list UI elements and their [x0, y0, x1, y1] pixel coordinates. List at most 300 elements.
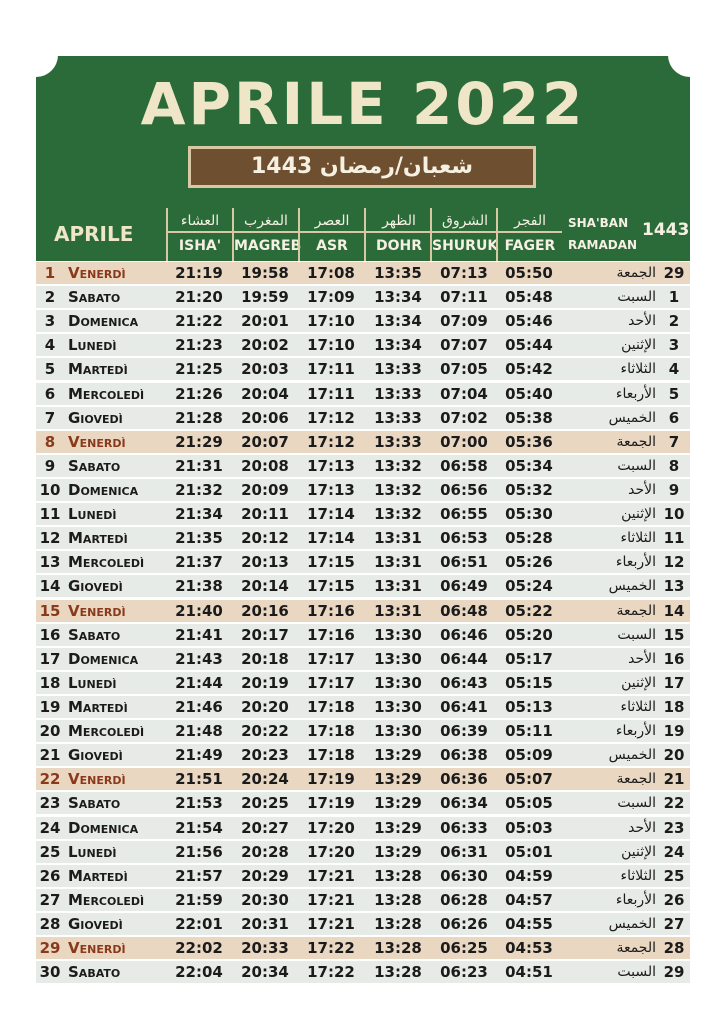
dohr-time: 13:30: [374, 649, 422, 668]
weekday-name: Giovedì: [68, 746, 123, 765]
isha-time: 21:37: [175, 553, 223, 572]
asr-header: العصر ASR: [298, 208, 364, 261]
shuruk-time: 06:56: [440, 480, 488, 499]
shuruk-time: 07:05: [440, 360, 488, 379]
asr-time: 17:20: [307, 818, 355, 837]
day-number: 9: [44, 456, 56, 475]
magreb-time: 20:13: [241, 553, 289, 572]
isha-time: 21:51: [175, 770, 223, 789]
weekday-arabic: الجمعة: [616, 602, 656, 619]
table-row: [36, 672, 690, 694]
hijri-day-number: 11: [663, 529, 685, 548]
weekday-name: Sabato: [68, 288, 121, 307]
weekday-name: Sabato: [68, 963, 121, 982]
table-header: [36, 208, 690, 261]
magreb-time: 20:31: [241, 914, 289, 933]
weekday-name: Martedì: [68, 866, 128, 885]
weekday-arabic: الخميس: [608, 409, 656, 426]
hijri-day-number: 29: [663, 963, 685, 982]
asr-time: 17:17: [307, 649, 355, 668]
weekday-name: Venerdì: [68, 770, 126, 789]
asr-time: 17:18: [307, 697, 355, 716]
weekday-name: Lunedì: [68, 842, 117, 861]
table-row: [36, 479, 690, 501]
hijri-day-number: 15: [663, 625, 685, 644]
table-row: [36, 431, 690, 453]
weekday-name: Domenica: [68, 312, 139, 331]
table-row: [36, 575, 690, 597]
weekday-name: Mercoledì: [68, 553, 145, 572]
asr-time: 17:15: [307, 577, 355, 596]
dohr-time: 13:29: [374, 818, 422, 837]
isha-time: 21:20: [175, 288, 223, 307]
weekday-name: Giovedì: [68, 577, 123, 596]
fager-time: 05:11: [505, 722, 553, 741]
magreb-time: 20:19: [241, 673, 289, 692]
day-number: 7: [44, 408, 56, 427]
magreb-time: 20:07: [241, 432, 289, 451]
weekday-arabic: الإثنين: [621, 843, 656, 860]
hijri-day-number: 6: [668, 408, 680, 427]
asr-time: 17:11: [307, 384, 355, 403]
day-number: 19: [39, 697, 61, 716]
asr-time: 17:12: [307, 432, 355, 451]
shuruk-time: 06:39: [440, 722, 488, 741]
weekday-arabic: الإثنين: [621, 337, 656, 354]
fager-time: 05:13: [505, 697, 553, 716]
asr-time: 17:11: [307, 360, 355, 379]
magreb-time: 20:22: [241, 722, 289, 741]
fager-time: 05:46: [505, 312, 553, 331]
table-row: [36, 720, 690, 742]
table-row: [36, 696, 690, 718]
weekday-name: Domenica: [68, 649, 139, 668]
isha-time: 21:53: [175, 794, 223, 813]
hijri-months-banner: 1443 شعبان/رمضان: [188, 146, 536, 188]
hijri-day-number: 4: [668, 360, 680, 379]
dohr-time: 13:31: [374, 577, 422, 596]
isha-header: العشاء ISHA': [166, 208, 232, 261]
magreb-time: 20:25: [241, 794, 289, 813]
weekday-arabic: السبت: [617, 289, 656, 306]
magreb-time: 20:09: [241, 480, 289, 499]
weekday-arabic: الأربعاء: [615, 891, 656, 908]
fager-time: 04:53: [505, 939, 553, 958]
table-row: [36, 841, 690, 863]
dohr-time: 13:34: [374, 336, 422, 355]
weekday-name: Sabato: [68, 794, 121, 813]
shuruk-time: 06:25: [440, 939, 488, 958]
dohr-time: 13:31: [374, 553, 422, 572]
weekday-name: Martedì: [68, 697, 128, 716]
hijri-day-number: 5: [668, 384, 680, 403]
magreb-time: 20:24: [241, 770, 289, 789]
magreb-time: 20:30: [241, 890, 289, 909]
fager-time: 05:44: [505, 336, 553, 355]
fager-time: 04:51: [505, 963, 553, 982]
shuruk-time: 07:09: [440, 312, 488, 331]
day-number: 26: [39, 866, 61, 885]
day-number: 29: [39, 939, 61, 958]
magreb-time: 20:27: [241, 818, 289, 837]
fager-time: 05:24: [505, 577, 553, 596]
weekday-arabic: الخميس: [608, 747, 656, 764]
fager-time: 05:03: [505, 818, 553, 837]
isha-time: 21:48: [175, 722, 223, 741]
hijri-day-number: 10: [663, 505, 685, 524]
asr-time: 17:12: [307, 408, 355, 427]
table-row: [36, 889, 690, 911]
asr-time: 17:10: [307, 336, 355, 355]
shuruk-time: 07:02: [440, 408, 488, 427]
asr-time: 17:14: [307, 505, 355, 524]
dohr-time: 13:32: [374, 480, 422, 499]
table-row: [36, 310, 690, 332]
day-number: 14: [39, 577, 61, 596]
shuruk-time: 06:53: [440, 529, 488, 548]
table-row: [36, 358, 690, 380]
fager-time: 05:17: [505, 649, 553, 668]
shuruk-time: 06:51: [440, 553, 488, 572]
isha-time: 21:41: [175, 625, 223, 644]
day-number: 11: [39, 505, 61, 524]
shuruk-time: 06:26: [440, 914, 488, 933]
weekday-name: Mercoledì: [68, 722, 145, 741]
magreb-time: 20:20: [241, 697, 289, 716]
fager-time: 05:28: [505, 529, 553, 548]
asr-time: 17:16: [307, 625, 355, 644]
day-number: 3: [44, 312, 56, 331]
dohr-time: 13:32: [374, 505, 422, 524]
asr-time: 17:16: [307, 601, 355, 620]
day-number: 23: [39, 794, 61, 813]
fager-time: 05:42: [505, 360, 553, 379]
isha-time: 21:49: [175, 746, 223, 765]
table-row: [36, 262, 690, 284]
hijri-day-number: 17: [663, 673, 685, 692]
fager-time: 05:01: [505, 842, 553, 861]
asr-time: 17:19: [307, 794, 355, 813]
magreb-time: 19:59: [241, 288, 289, 307]
day-number: 20: [39, 722, 61, 741]
dohr-time: 13:30: [374, 697, 422, 716]
dohr-time: 13:28: [374, 890, 422, 909]
table-row: [36, 600, 690, 622]
table-row: [36, 768, 690, 790]
dohr-time: 13:33: [374, 432, 422, 451]
weekday-name: Domenica: [68, 480, 139, 499]
day-number: 17: [39, 649, 61, 668]
day-number: 2: [44, 288, 56, 307]
weekday-arabic: السبت: [617, 626, 656, 643]
hijri-day-number: 2: [668, 312, 680, 331]
table-row: [36, 383, 690, 405]
fager-header: الفجر FAGER: [496, 208, 562, 261]
calendar-header: [36, 56, 690, 208]
day-number: 1: [44, 264, 56, 282]
isha-time: 21:32: [175, 480, 223, 499]
asr-time: 17:18: [307, 746, 355, 765]
fager-time: 04:55: [505, 914, 553, 933]
isha-time: 21:59: [175, 890, 223, 909]
table-row: [36, 744, 690, 766]
day-number: 16: [39, 625, 61, 644]
day-number: 25: [39, 842, 61, 861]
prayer-times-table: [36, 262, 690, 985]
shuruk-time: 06:44: [440, 649, 488, 668]
table-row: [36, 624, 690, 646]
fager-time: 05:05: [505, 794, 553, 813]
isha-time: 21:34: [175, 505, 223, 524]
magreb-time: 20:01: [241, 312, 289, 331]
magreb-time: 20:18: [241, 649, 289, 668]
magreb-time: 20:28: [241, 842, 289, 861]
weekday-name: Mercoledì: [68, 890, 145, 909]
magreb-time: 20:06: [241, 408, 289, 427]
day-number: 24: [39, 818, 61, 837]
hijri-day-number: 8: [668, 456, 680, 475]
table-row: [36, 527, 690, 549]
weekday-arabic: الجمعة: [616, 265, 656, 281]
dohr-time: 13:29: [374, 746, 422, 765]
day-number: 8: [44, 432, 56, 451]
isha-time: 21:26: [175, 384, 223, 403]
weekday-name: Sabato: [68, 456, 121, 475]
asr-time: 17:10: [307, 312, 355, 331]
weekday-name: Martedì: [68, 360, 128, 379]
weekday-name: Venerdì: [68, 939, 126, 958]
weekday-arabic: الخميس: [608, 915, 656, 932]
magreb-time: 19:58: [241, 264, 289, 282]
fager-time: 05:20: [505, 625, 553, 644]
shuruk-time: 06:30: [440, 866, 488, 885]
table-row: [36, 937, 690, 959]
hijri-year-header: 1443: [642, 220, 690, 240]
magreb-time: 20:02: [241, 336, 289, 355]
weekday-name: Mercoledì: [68, 384, 145, 403]
dohr-time: 13:33: [374, 408, 422, 427]
day-number: 30: [39, 963, 61, 982]
weekday-name: Lunedì: [68, 505, 117, 524]
isha-time: 21:29: [175, 432, 223, 451]
weekday-name: Venerdì: [68, 601, 126, 620]
hijri-day-number: 23: [663, 818, 685, 837]
magreb-time: 20:11: [241, 505, 289, 524]
dohr-time: 13:34: [374, 288, 422, 307]
shuruk-time: 06:41: [440, 697, 488, 716]
hijri-day-number: 16: [663, 649, 685, 668]
shuruk-time: 06:23: [440, 963, 488, 982]
magreb-time: 20:12: [241, 529, 289, 548]
table-row: [36, 817, 690, 839]
fager-time: 05:09: [505, 746, 553, 765]
hijri-day-number: 26: [663, 890, 685, 909]
weekday-arabic: الأحد: [628, 819, 656, 836]
isha-time: 22:01: [175, 914, 223, 933]
dohr-time: 13:29: [374, 794, 422, 813]
weekday-arabic: الثلاثاء: [620, 867, 656, 884]
shuruk-time: 06:33: [440, 818, 488, 837]
dohr-time: 13:35: [374, 264, 422, 282]
fager-time: 05:30: [505, 505, 553, 524]
shuruk-time: 06:28: [440, 890, 488, 909]
hijri-day-number: 13: [663, 577, 685, 596]
asr-time: 17:14: [307, 529, 355, 548]
hijri-day-number: 19: [663, 722, 685, 741]
hijri-day-number: 27: [663, 914, 685, 933]
dohr-time: 13:31: [374, 529, 422, 548]
table-row: [36, 455, 690, 477]
weekday-arabic: الأحد: [628, 313, 656, 330]
shuruk-time: 07:07: [440, 336, 488, 355]
shuruk-time: 06:49: [440, 577, 488, 596]
weekday-arabic: الأربعاء: [615, 385, 656, 402]
weekday-arabic: الجمعة: [616, 771, 656, 788]
asr-time: 17:22: [307, 939, 355, 958]
weekday-arabic: السبت: [617, 795, 656, 812]
shuruk-time: 06:43: [440, 673, 488, 692]
weekday-name: Venerdì: [68, 432, 126, 451]
dohr-time: 13:33: [374, 384, 422, 403]
weekday-arabic: الثلاثاء: [620, 698, 656, 715]
magreb-time: 20:29: [241, 866, 289, 885]
isha-time: 21:44: [175, 673, 223, 692]
shuruk-time: 06:34: [440, 794, 488, 813]
weekday-arabic: السبت: [617, 457, 656, 474]
asr-time: 17:22: [307, 963, 355, 982]
hijri-day-number: 22: [663, 794, 685, 813]
weekday-arabic: السبت: [617, 964, 656, 981]
asr-time: 17:21: [307, 914, 355, 933]
isha-time: 21:31: [175, 456, 223, 475]
day-number: 13: [39, 553, 61, 572]
day-number: 15: [39, 601, 61, 620]
fager-time: 05:32: [505, 480, 553, 499]
isha-time: 22:04: [175, 963, 223, 982]
fager-time: 05:22: [505, 601, 553, 620]
asr-time: 17:20: [307, 842, 355, 861]
asr-time: 17:21: [307, 866, 355, 885]
isha-time: 21:43: [175, 649, 223, 668]
magreb-time: 20:14: [241, 577, 289, 596]
fager-time: 05:26: [505, 553, 553, 572]
magreb-time: 20:16: [241, 601, 289, 620]
isha-time: 21:23: [175, 336, 223, 355]
table-row: [36, 913, 690, 935]
isha-time: 21:57: [175, 866, 223, 885]
shuruk-time: 06:46: [440, 625, 488, 644]
hijri-day-number: 1: [668, 288, 680, 307]
dohr-time: 13:28: [374, 963, 422, 982]
table-row: [36, 407, 690, 429]
month-column-header: APRILE: [54, 222, 134, 246]
hijri-day-number: 25: [663, 866, 685, 885]
hijri-months-header: SHA'BAN RAMADAN: [568, 216, 638, 252]
weekday-arabic: الأحد: [628, 650, 656, 667]
hijri-day-number: 7: [668, 432, 680, 451]
isha-time: 21:22: [175, 312, 223, 331]
shuruk-time: 06:38: [440, 746, 488, 765]
weekday-arabic: الأربعاء: [615, 554, 656, 571]
dohr-time: 13:29: [374, 770, 422, 789]
asr-time: 17:18: [307, 722, 355, 741]
table-row: [36, 503, 690, 525]
isha-time: 21:35: [175, 529, 223, 548]
asr-time: 17:17: [307, 673, 355, 692]
shuruk-time: 07:00: [440, 432, 488, 451]
day-number: 27: [39, 890, 61, 909]
weekday-arabic: الأحد: [628, 481, 656, 498]
weekday-arabic: الأربعاء: [615, 723, 656, 740]
fager-time: 04:59: [505, 866, 553, 885]
fager-time: 05:40: [505, 384, 553, 403]
table-row: [36, 865, 690, 887]
weekday-name: Lunedì: [68, 673, 117, 692]
dohr-time: 13:28: [374, 866, 422, 885]
day-number: 28: [39, 914, 61, 933]
magreb-header: المغرب MAGREB: [232, 208, 298, 261]
magreb-time: 20:03: [241, 360, 289, 379]
weekday-arabic: الجمعة: [616, 433, 656, 450]
isha-time: 21:46: [175, 697, 223, 716]
weekday-name: Lunedì: [68, 336, 117, 355]
magreb-time: 20:08: [241, 456, 289, 475]
weekday-arabic: الإثنين: [621, 674, 656, 691]
magreb-time: 20:17: [241, 625, 289, 644]
hijri-day-number: 29: [663, 264, 685, 282]
asr-time: 17:19: [307, 770, 355, 789]
asr-time: 17:13: [307, 456, 355, 475]
dohr-header: الظهر DOHR: [364, 208, 432, 261]
shuruk-time: 06:31: [440, 842, 488, 861]
table-row: [36, 334, 690, 356]
hijri-day-number: 18: [663, 697, 685, 716]
hijri-day-number: 9: [668, 480, 680, 499]
fager-time: 05:48: [505, 288, 553, 307]
magreb-time: 20:34: [241, 963, 289, 982]
weekday-name: Sabato: [68, 625, 121, 644]
fager-time: 05:07: [505, 770, 553, 789]
day-number: 4: [44, 336, 56, 355]
dohr-time: 13:32: [374, 456, 422, 475]
weekday-arabic: الثلاثاء: [620, 361, 656, 378]
hijri-day-number: 28: [663, 939, 685, 958]
fager-time: 04:57: [505, 890, 553, 909]
hijri-day-number: 12: [663, 553, 685, 572]
day-number: 5: [44, 360, 56, 379]
table-row: [36, 648, 690, 670]
shuruk-header: الشروق SHURUK: [430, 208, 498, 261]
dohr-time: 13:28: [374, 939, 422, 958]
shuruk-time: 07:11: [440, 288, 488, 307]
isha-time: 21:19: [175, 264, 223, 282]
hijri-day-number: 24: [663, 842, 685, 861]
magreb-time: 20:23: [241, 746, 289, 765]
dohr-time: 13:28: [374, 914, 422, 933]
table-row: [36, 551, 690, 573]
weekday-arabic: الخميس: [608, 578, 656, 595]
isha-time: 21:56: [175, 842, 223, 861]
magreb-time: 20:33: [241, 939, 289, 958]
isha-time: 21:28: [175, 408, 223, 427]
shuruk-time: 06:55: [440, 505, 488, 524]
asr-time: 17:13: [307, 480, 355, 499]
dohr-time: 13:33: [374, 360, 422, 379]
weekday-name: Martedì: [68, 529, 128, 548]
hijri-day-number: 3: [668, 336, 680, 355]
table-row: [36, 286, 690, 308]
asr-time: 17:15: [307, 553, 355, 572]
